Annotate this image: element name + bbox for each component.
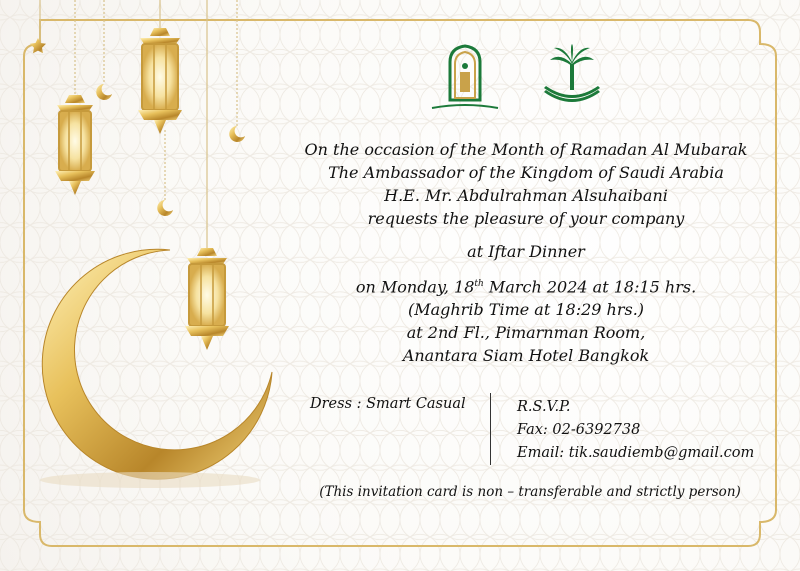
date-suffix: March 2024 at 18:15 hrs. <box>483 277 697 297</box>
date-prefix: on Monday, 18 <box>355 277 475 297</box>
request-line: requests the pleasure of your company <box>367 209 685 228</box>
ministry-emblem-logo <box>430 42 500 112</box>
venue-line-2: Anantara Siam Hotel Bangkok <box>402 346 650 366</box>
venue-line-1: at 2nd Fl., Pimarnman Room, <box>406 323 646 343</box>
saudi-palm-swords-emblem <box>540 42 604 112</box>
maghrib-line: (Maghrib Time at 18:29 hrs.) <box>407 300 645 320</box>
vertical-divider <box>490 393 491 465</box>
rsvp-block <box>517 396 754 465</box>
occasion-line: On the occasion of the Month of Ramadan Al Mubarak <box>304 140 748 159</box>
rsvp-title: R.S.V.P. <box>517 399 571 415</box>
invitation-text <box>285 138 767 367</box>
host-title-line: The Ambassador of the Kingdom of Saudi Arabia <box>328 163 724 182</box>
event-line: at Iftar Dinner <box>467 242 585 261</box>
footer-note: (This invitation card is non – transferable and strictly person) <box>319 484 741 500</box>
star-icon <box>30 38 46 53</box>
dress-code: Dress : Smart Casual <box>310 396 466 412</box>
date-ordinal: th <box>474 279 484 289</box>
rsvp-fax: Fax: 02-6392738 <box>517 422 641 438</box>
host-name-line: H.E. Mr. Abdulrahman Alsuhaibani <box>384 186 668 205</box>
rsvp-email: Email: tik.saudiemb@gmail.com <box>517 445 755 461</box>
date-line <box>285 273 767 298</box>
